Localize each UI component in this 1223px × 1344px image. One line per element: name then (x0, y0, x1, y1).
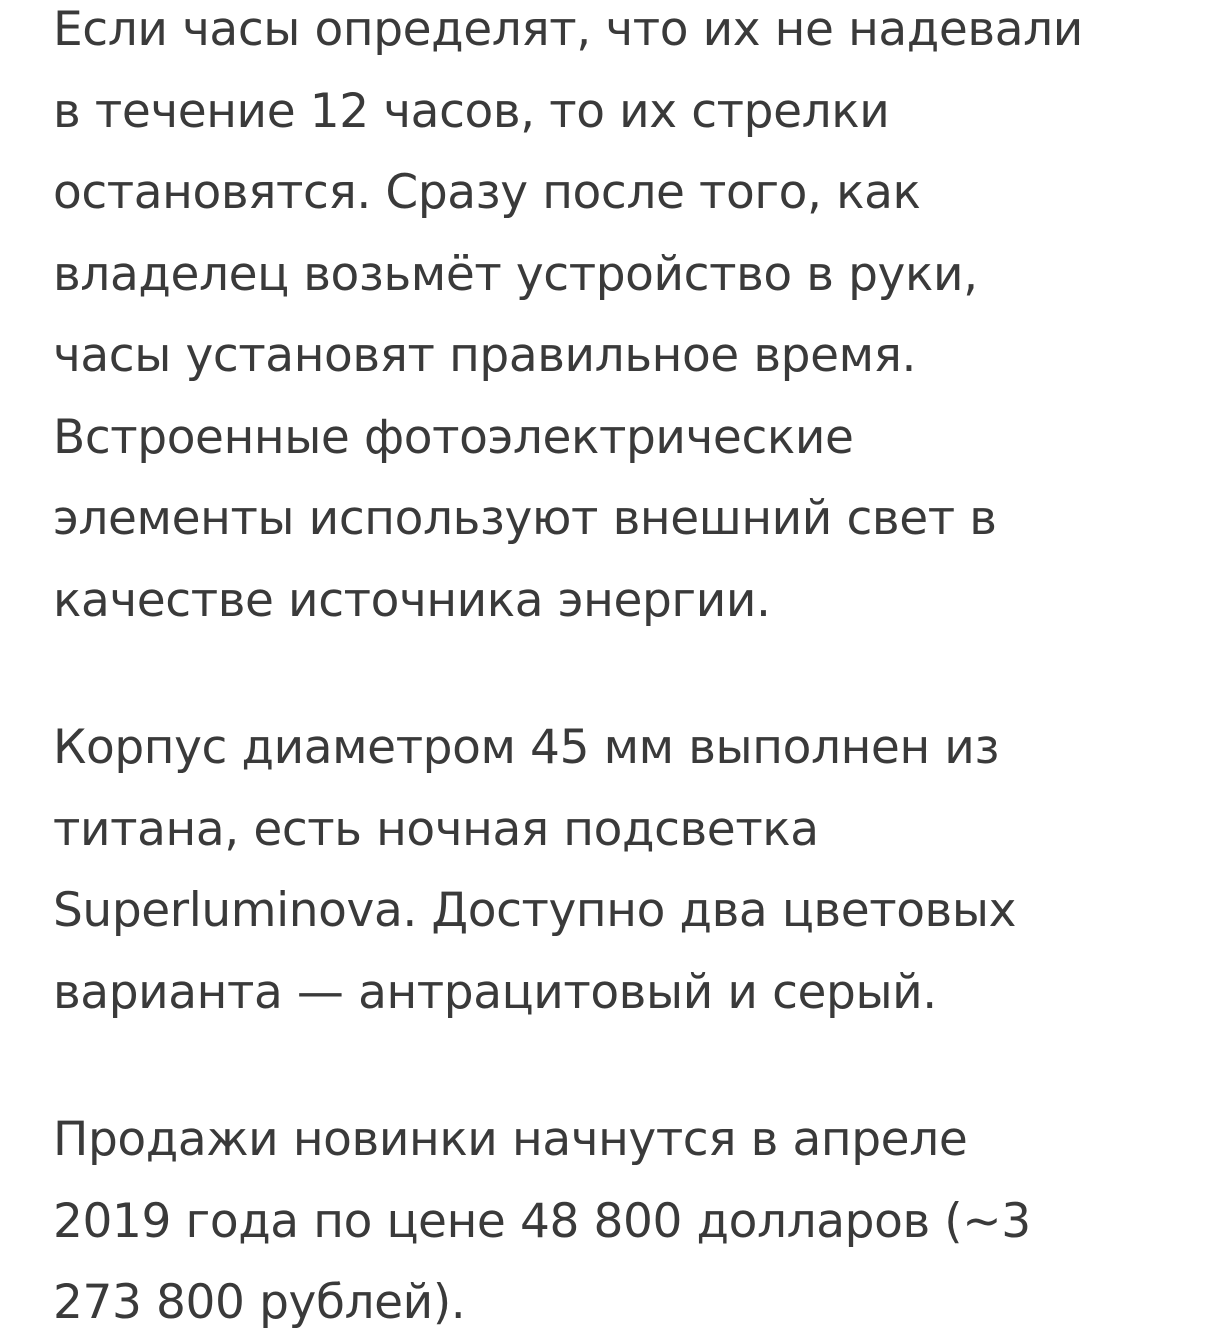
text-line: часы установят правильное время. (53, 328, 917, 383)
article-body (53, 0, 1193, 1344)
text-line: остановятся. Сразу после того, как (53, 165, 921, 220)
paragraph-watch-hands (53, 0, 1193, 641)
text-line: варианта — антрацитовый и серый. (53, 964, 937, 1020)
text-line: 273 800 рублей). (53, 1275, 466, 1330)
text-line: элементы используют внешний свет в (53, 491, 997, 546)
paragraph-case-specs (53, 707, 1193, 1033)
paragraph-sales-price (53, 1099, 1193, 1344)
text-line: качестве источника энергии. (53, 572, 771, 628)
text-line: Встроенные фотоэлектрические (53, 409, 854, 465)
text-line: Superluminova. Доступно два цветовых (53, 883, 1016, 938)
text-line: титана, есть ночная подсветка (53, 801, 819, 857)
text-line: в течение 12 часов, то их стрелки (53, 83, 890, 139)
text-line: Если часы определят, что их не надевали (53, 2, 1083, 57)
text-line: владелец возьмёт устройство в руки, (53, 246, 978, 302)
text-line: Корпус диаметром 45 мм выполнен из (53, 720, 1000, 775)
text-line: Продажи новинки начнутся в апреле (53, 1112, 968, 1167)
text-line: 2019 года по цене 48 800 долларов (~3 (53, 1193, 1031, 1249)
